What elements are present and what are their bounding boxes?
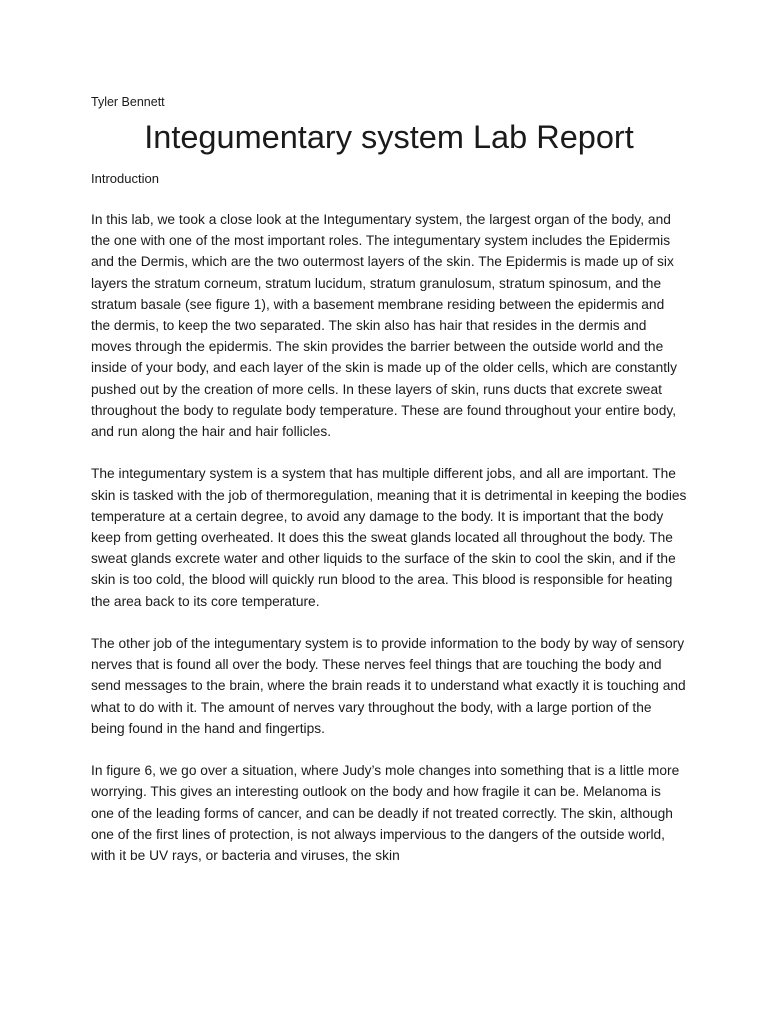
section-heading: Introduction bbox=[91, 171, 159, 186]
paragraph-2: The integumentary system is a system that has multiple different jobs, and all are important. The skin is tasked with the job of thermoregulation, meaning that it is detrimental in keeping the bodies temperature at a certain degree, to avoid any damage to the body. It is important that the body keep from getting overheated. It does this the sweat glands located all throughout the body. The sweat glands excrete water and other liquids to the surface of the skin to cool the skin, and if the skin is too cold, the blood will quickly run blood to the area. This blood is responsible for heating the area back to its core temperature. bbox=[91, 466, 687, 609]
paragraph-3: The other job of the integumentary system is to provide information to the body by way of sensory nerves that is found all over the body. These nerves feel things that are touching the body and send messages to the brain, where the brain reads it to understand what exactly it is touching and what to do with it. The amount of nerves vary throughout the body, with a large portion of the being found in the hand and fingertips. bbox=[91, 636, 686, 736]
document-page bbox=[91, 94, 687, 866]
paragraph-4: In figure 6, we go over a situation, where Judy’s mole changes into something that is a little more worrying. This gives an interesting outlook on the body and how fragile it can be. Melanoma is one of the leading forms of cancer, and can be deadly if not treated correctly. The skin, although one of the first lines of protection, is not always impervious to the dangers of the outside world, with it be UV rays, or bacteria and viruses, the skin bbox=[91, 763, 680, 864]
author-name: Tyler Bennett bbox=[91, 95, 165, 109]
paragraph-1: In this lab, we took a close look at the Integumentary system, the largest organ of the body, and the one with one of the most important roles. The integumentary system includes the Epidermis and the Dermis, which are the two outermost layers of the skin. The Epidermis is made up of six layers the stratum corneum, stratum lucidum, stratum granulosum, stratum spinosum, and the stratum basale (see figure 1), with a basement membrane residing between the epidermis and the dermis, to keep the two separated. The skin also has hair that resides in the dermis and moves through the epidermis. The skin provides the barrier between the outside world and the inside of your body, and each layer of the skin is made up of the older cells, which are constantly pushed out by the creation of more cells. In these layers of skin, runs ducts that excrete sweat throughout the body to regulate body temperature. These are found throughout your entire body, and run along the hair and hair follicles. bbox=[91, 212, 677, 440]
document-title: Integumentary system Lab Report bbox=[144, 119, 634, 155]
document-body bbox=[91, 209, 687, 866]
